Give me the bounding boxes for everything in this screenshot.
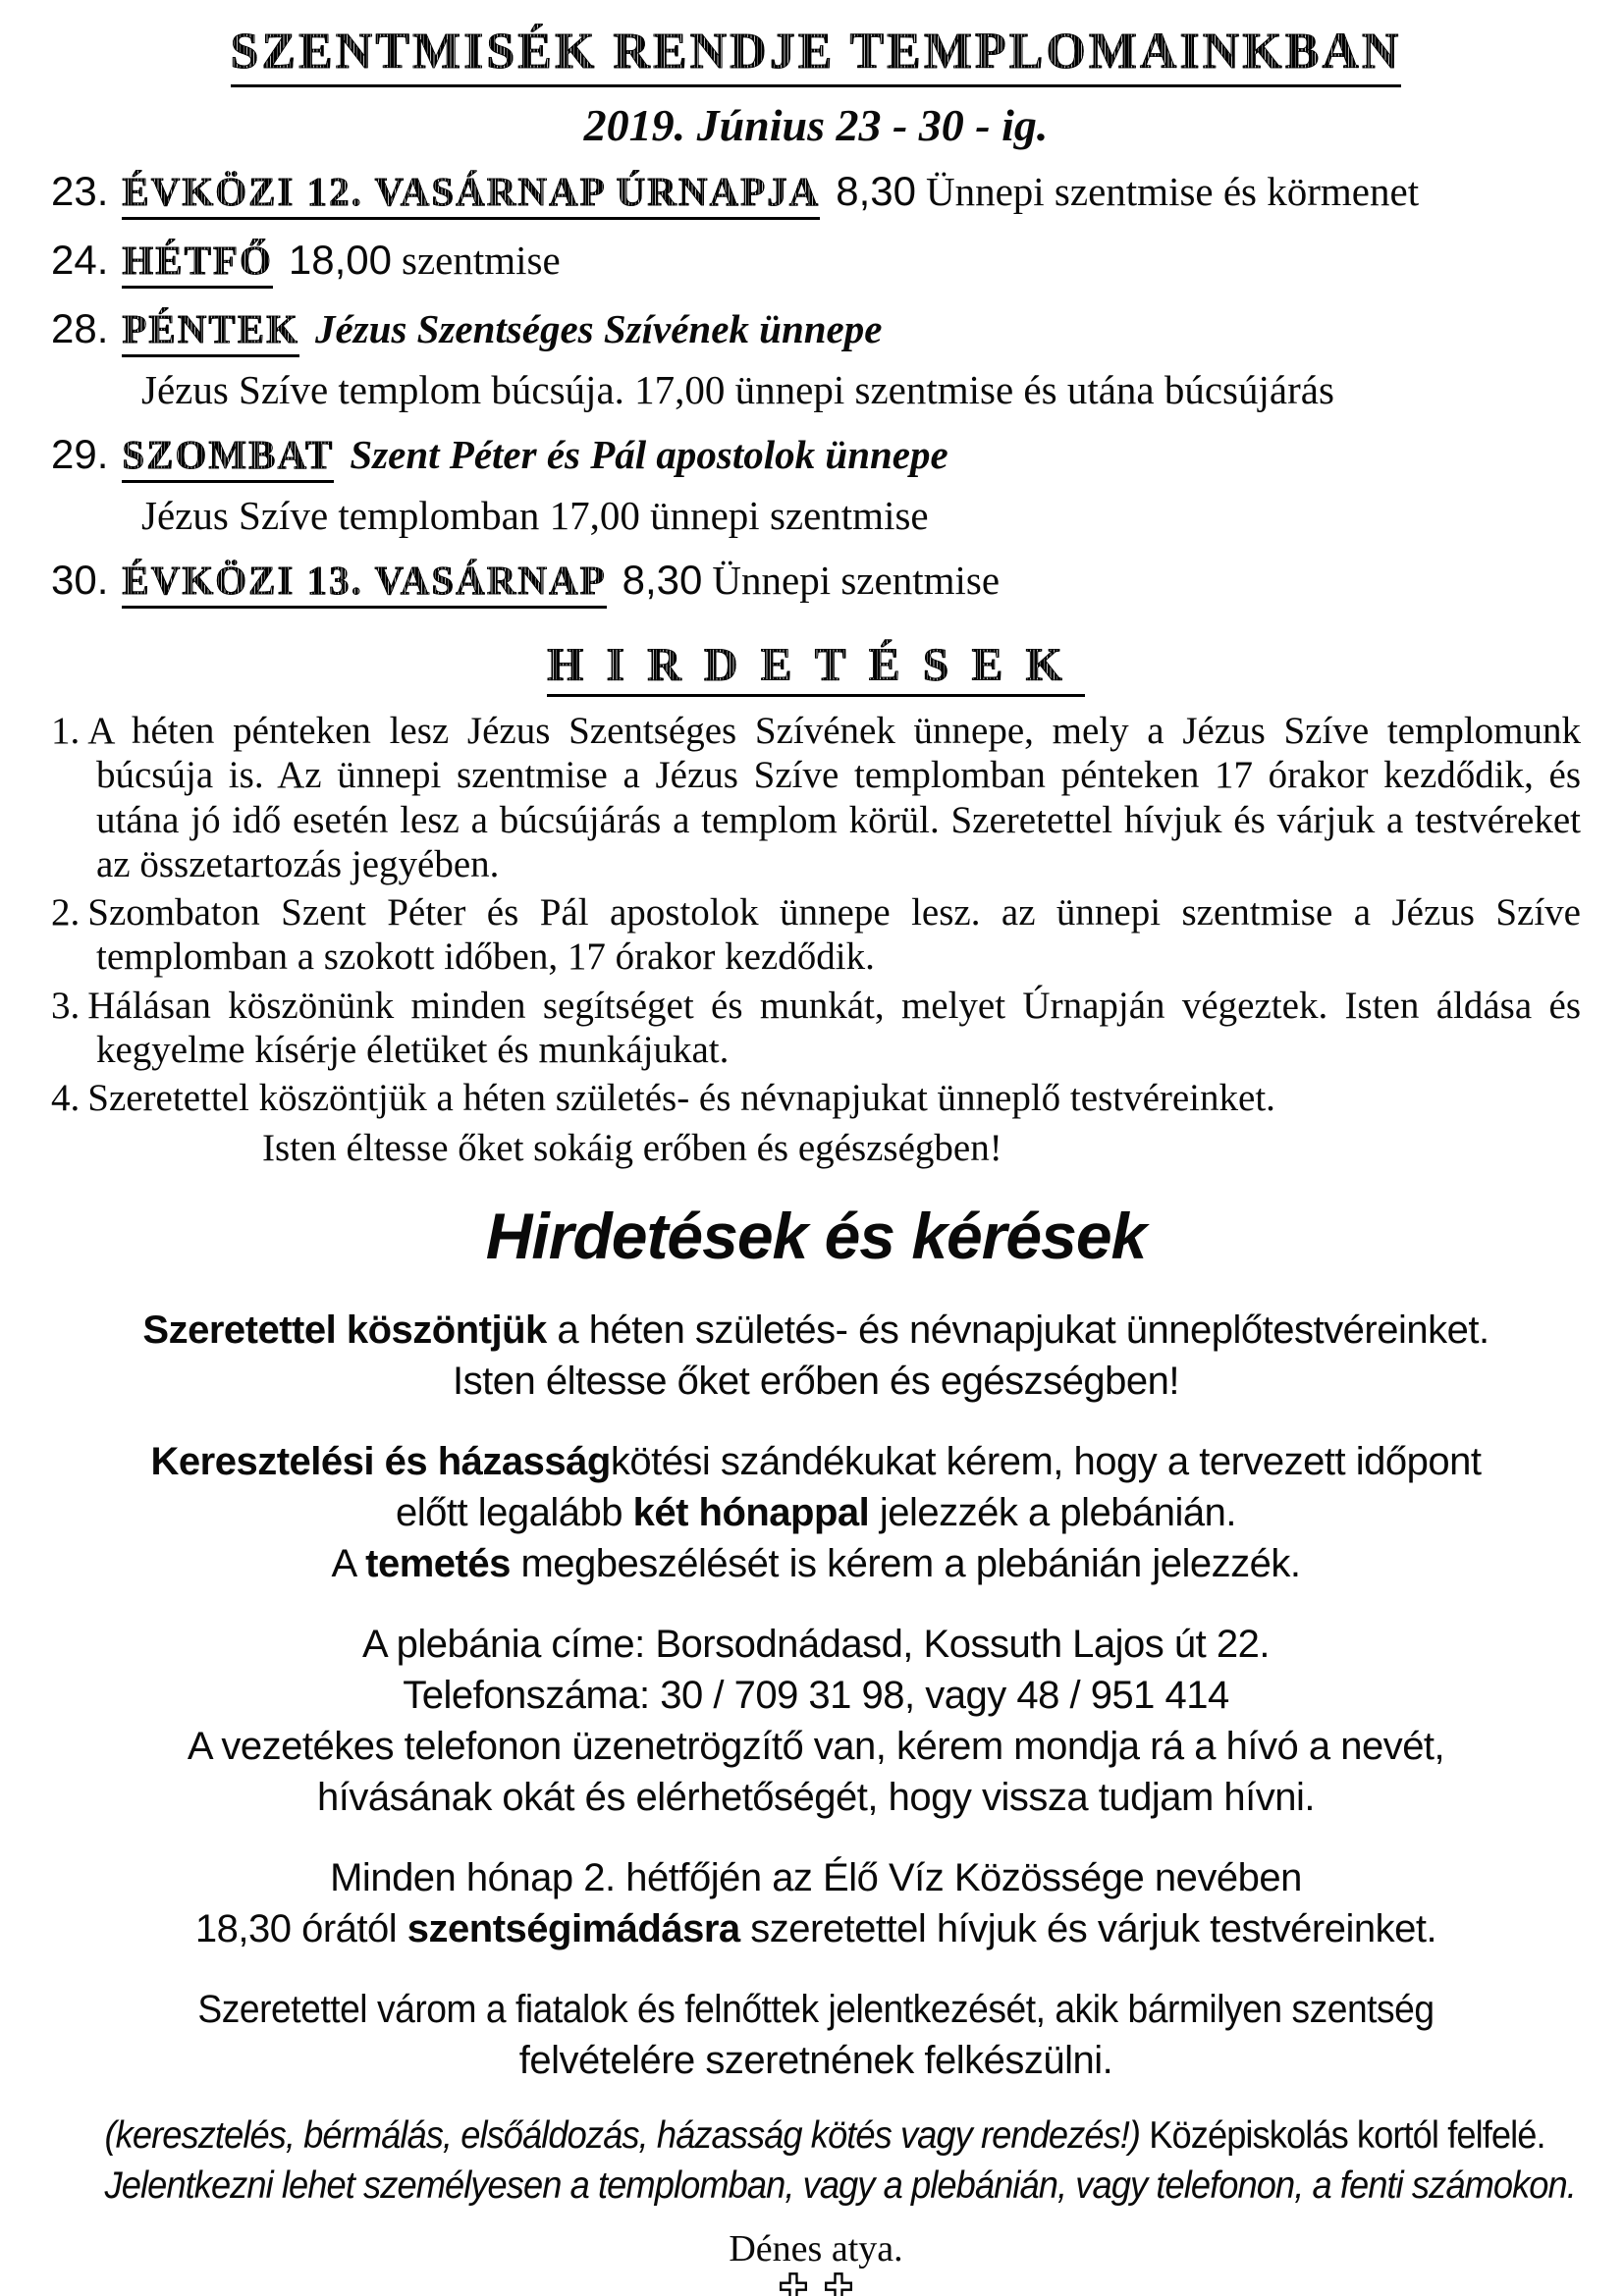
notice-text: jelezzék a plebánián.: [869, 1491, 1236, 1535]
bold-text: Keresztelési és házasság: [150, 1440, 611, 1484]
notice-line: hívásának okát és elérhetőségét, hogy vissza tudjam hívni.: [316, 1776, 1316, 1820]
schedule-day-heading: ÉVKÖZI 13. VASÁRNAP: [122, 558, 606, 609]
notice-adoration: [51, 1852, 1581, 1954]
parish-phone: Telefonszáma: 30 / 709 31 98, vagy 48 / 951 414: [403, 1674, 1229, 1718]
announcement-text: Szeretettel köszöntjük a héten születés- és névnapjukat ünneplő testvéreinket.: [87, 1077, 1275, 1120]
announcement-item: [51, 890, 1581, 979]
notice-text: kötési szándékukat kérem, hogy a tervezett időpont: [610, 1440, 1482, 1484]
schedule-time: 18,00: [288, 237, 393, 284]
schedule-day-number: 24.: [51, 237, 109, 284]
notice-text: 18,30 órától: [194, 1907, 407, 1951]
schedule-day-number: 30.: [51, 557, 109, 604]
notice-sacraments: [51, 1984, 1581, 2086]
crosses-row: [51, 2272, 1581, 2296]
schedule-row: [51, 304, 1581, 414]
notice-line: Jelentkezni lehet személyesen a templomban, vagy a plebánián, vagy telefonon, a fenti számokon.: [104, 2164, 1576, 2208]
schedule-day-heading: ÉVKÖZI 12. VASÁRNAP ÚRNAPJA: [122, 169, 820, 220]
notice-footnotes: [51, 2111, 1581, 2211]
announcement-item: [51, 984, 1581, 1072]
notice-line: Szeretettel várom a fiatalok és felnőttek jelentkezését, akik bármilyen szentség: [197, 1988, 1435, 2032]
page-subtitle: 2019. Június 23 - 30 - ig.: [583, 100, 1049, 151]
bold-text: temetés: [365, 1542, 511, 1586]
announcements-list: [51, 709, 1581, 1170]
announcement-number: 3.: [51, 984, 81, 1027]
notice-line: [51, 1305, 1581, 1356]
schedule-feast-title: Szent Péter és Pál apostolok ünnepe: [350, 432, 948, 478]
announcement-number: 1.: [51, 710, 81, 753]
schedule-day-number: 28.: [51, 305, 109, 352]
schedule-day-number: 29.: [51, 431, 109, 478]
announcement-item: [51, 1076, 1581, 1120]
notice-text: A: [331, 1542, 366, 1586]
notice-contact: [51, 1619, 1581, 1823]
schedule-day-number: 23.: [51, 168, 109, 215]
notice-line: Isten éltesse őket erőben és egészségben!: [452, 1360, 1179, 1404]
notice-line: [51, 1538, 1581, 1589]
schedule-row: [51, 556, 1581, 609]
mass-schedule-section: [51, 167, 1581, 609]
notice-line: [104, 2111, 1545, 2162]
schedule-time: 8,30: [836, 168, 916, 215]
announcements-header-wrap: [51, 638, 1581, 697]
schedule-subline: Jézus Szíve templom búcsúja. 17,00 ünnepi szentmise és utána búcsújárás: [141, 367, 1334, 413]
schedule-detail: szentmise: [402, 238, 561, 284]
schedule-row: [51, 236, 1581, 289]
schedule-subline: Jézus Szíve templomban 17,00 ünnepi szentmise: [141, 493, 929, 539]
schedule-detail: Ünnepi szentmise: [712, 558, 1001, 604]
announcement-text: Szombaton Szent Péter és Pál apostolok ünnepe lesz. az ünnepi szentmise a Jézus Szíve templomban a szokott időben, 17 órakor kezdődik.: [87, 891, 1581, 979]
notice-line: A vezetékes telefonon üzenetrögzítő van, kérem mondja rá a hívó a nevét,: [187, 1725, 1445, 1769]
bold-text: Szeretettel köszöntjük: [142, 1308, 547, 1353]
announcement-text: A héten pénteken lesz Jézus Szentséges Szívének ünnepe, mely a Jézus Szíve templomunk búcsúja is. Az ünnepi szentmise a Jézus Szíve templomban pénteken 17 órakor kezdődik, és utána jó idő esetén lesz a búcsújárás a templom körül. Szeretettel hívjuk és várjuk a testvéreket az összetartozás jegyében.: [87, 710, 1581, 885]
parish-address: A plebánia címe: Borsodnádasd, Kossuth Lajos út 22.: [361, 1623, 1270, 1667]
announcement-text: Hálásan köszönünk minden segítséget és munkát, melyet Úrnapján végeztek. Isten áldása és kegyelme kísérje életüket és munkájukat.: [87, 984, 1581, 1071]
bold-text: két hónappal: [632, 1491, 870, 1535]
bold-text: szentségimádásra: [406, 1907, 740, 1951]
notice-text: szeretettel hívjuk és várjuk testvéreinket.: [739, 1907, 1437, 1951]
notice-line: Minden hónap 2. hétfőjén az Élő Víz Közössége nevében: [330, 1856, 1302, 1900]
announcement-item: [51, 709, 1581, 886]
page-title-text: SZENTMISÉK RENDJE TEMPLOMAINKBAN: [231, 22, 1402, 87]
italic-text: (keresztelés, bérmálás, elsőáldozás, házasság kötés vagy rendezés!): [104, 2114, 1141, 2158]
latin-cross-icon: [780, 2272, 807, 2296]
notice-text: Középiskolás kortól felfelé.: [1140, 2114, 1545, 2158]
notice-greeting: [51, 1305, 1581, 1407]
schedule-day-heading: SZOMBAT: [122, 432, 334, 483]
notice-line: [51, 1487, 1581, 1538]
page-title: [51, 22, 1581, 87]
notice-text: előtt legalább: [395, 1491, 633, 1535]
notice-text: a héten születés- és névnapjukat ünneplőtestvéreinket.: [546, 1308, 1489, 1353]
notice-text: megbeszélését is kérem a plebánián jelezzék.: [510, 1542, 1301, 1586]
schedule-feast-title: Jézus Szentséges Szívének ünnepe: [314, 306, 883, 352]
announcement-number: 4.: [51, 1077, 81, 1120]
signature: Dénes atya.: [729, 2227, 903, 2269]
notice-line: [51, 1903, 1581, 1954]
announcement-closing-line: Isten éltesse őket sokáig erőben és egészségben!: [262, 1127, 1002, 1170]
latin-cross-icon: [825, 2272, 852, 2296]
announcements-header: HIRDETÉSEK: [547, 638, 1085, 697]
schedule-detail: Ünnepi szentmise és körmenet: [925, 169, 1420, 215]
schedule-row: [51, 430, 1581, 540]
notices-heading: Hirdetések és kérések: [485, 1200, 1147, 1273]
schedule-row: [51, 167, 1581, 220]
notice-line: felvételére szeretnének felkészülni.: [518, 2039, 1113, 2083]
announcement-number: 2.: [51, 891, 81, 934]
notice-line: [51, 1436, 1581, 1487]
schedule-day-heading: PÉNTEK: [122, 306, 299, 357]
schedule-time: 8,30: [622, 557, 703, 604]
schedule-day-heading: HÉTFŐ: [122, 238, 273, 289]
notice-baptism-marriage: [51, 1436, 1581, 1589]
